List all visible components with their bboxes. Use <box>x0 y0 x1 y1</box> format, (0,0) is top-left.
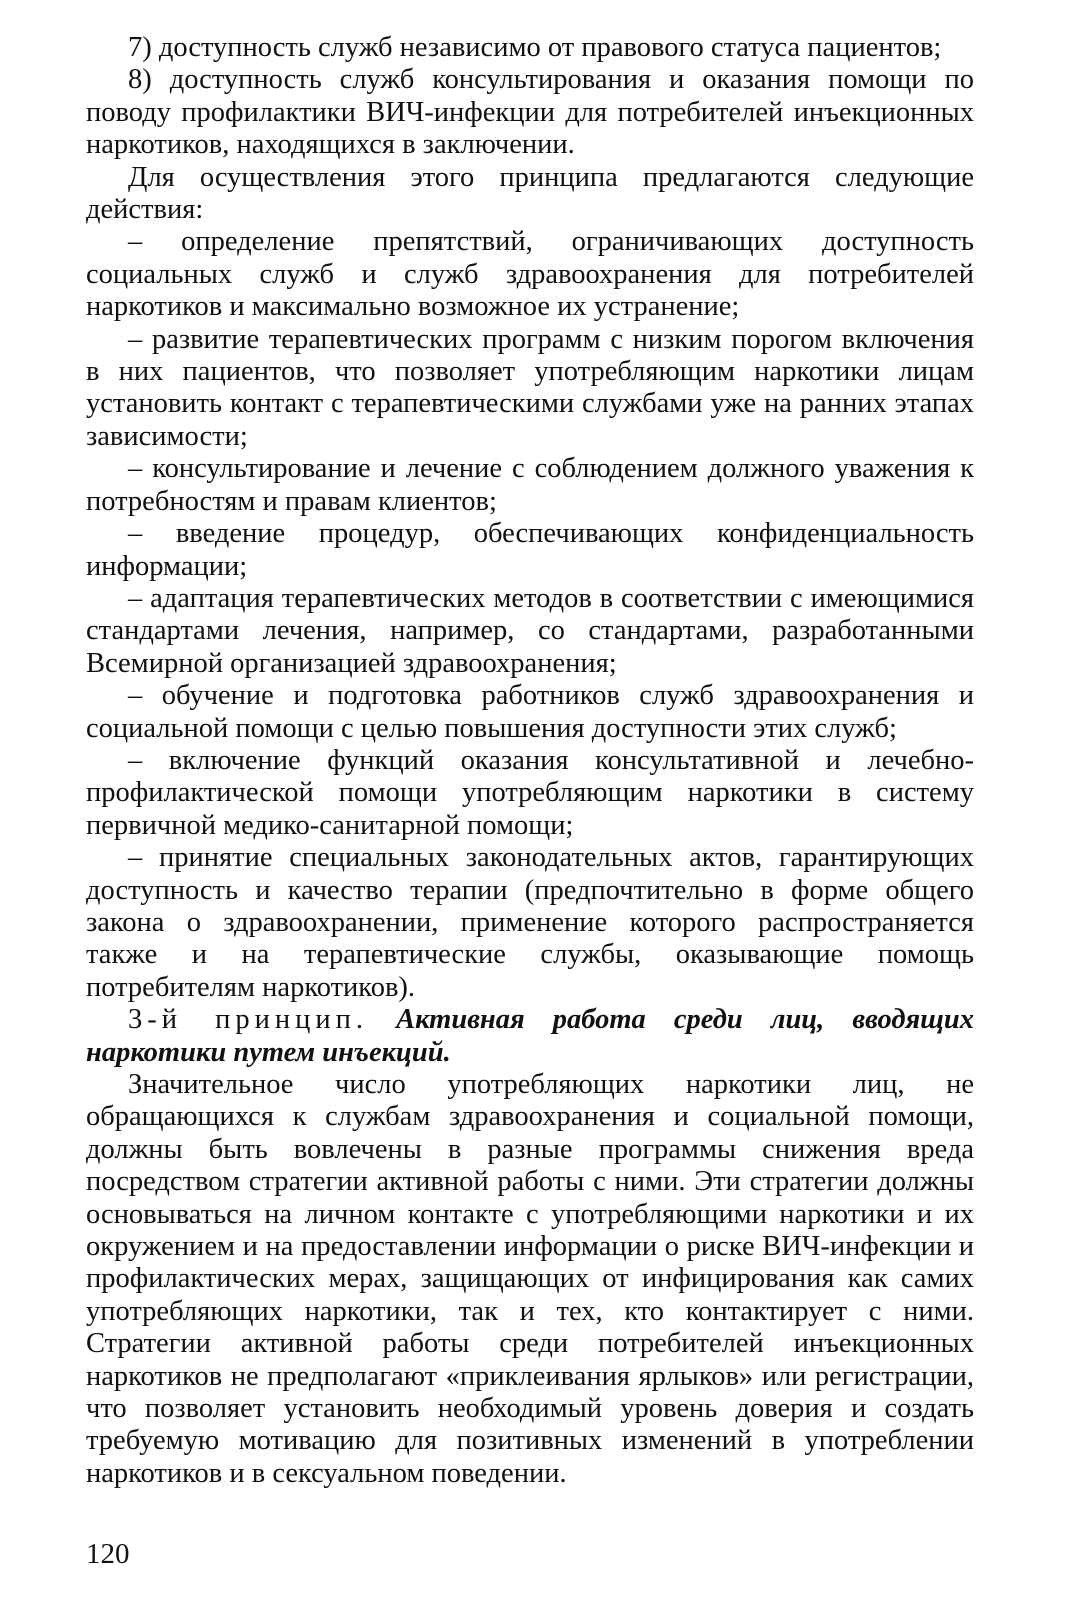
actions-intro: Для осуществления этого принципа предлагаются следующие действия: <box>86 161 974 226</box>
action-item: – консультирование и лечение с соблюдением должного уважения к потребностям и правам клиентов; <box>86 453 974 517</box>
final-paragraph: Значительное число употребляющих наркотики лиц, не обращающихся к службам здравоохранения и социальной помощи, должны быть вовлечены в разные программы снижения вреда посредством стратегии активной работы с ними. Эти стратегии должны основываться на личном контакте с употребляющими наркотики и их окружением и на предоставлении информации о риске ВИЧ-инфекции и профилактических мерах, защищающих от инфицирования как самих употребляющих наркотики, так и тех, кто контактирует с ними. Стратегии активной работы среди потребителей инъекционных наркотиков не предполагают «приклеивания ярлыков» или регистрации, что позволяет установить необходимый уровень доверия и создать требуемую мотивацию для позитивных изменений в употреблении наркотиков и в сексуальном поведении. <box>86 1069 974 1489</box>
action-item: – включение функций оказания консультативной и лечебно-профилактической помощи употребляющим наркотики в систему первичной медико-санитарной помощи; <box>86 744 974 841</box>
action-item: – адаптация терапевтических методов в соответствии с имеющимися стандартами лечения, например, со стандартами, разработанными Всемирной организацией здравоохранения; <box>86 582 974 679</box>
page-number: 120 <box>86 1538 130 1570</box>
principle-heading <box>86 1004 974 1069</box>
principle-label: 3-й принцип. <box>128 1004 368 1036</box>
list-item-8: 8) доступность служб консультирования и оказания помощи по поводу профилактики ВИЧ-инфекции для потребителей инъекционных наркотиков, находящихся в заключении. <box>86 64 974 161</box>
action-item: – обучение и подготовка работников служб здравоохранения и социальной помощи с целью повышения доступности этих служб; <box>86 680 974 744</box>
action-item: – определение препятствий, ограничивающих доступность социальных служб и служб здравоохранения для потребителей наркотиков и максимально возможное их устранение; <box>86 226 974 323</box>
list-item-7: 7) доступность служб независимо от правового статуса пациентов; <box>128 32 942 63</box>
page-body <box>86 32 974 1532</box>
action-item: – развитие терапевтических программ с низким порогом включения в них пациентов, что позволяет употребляющим наркотики лицам установить контакт с терапевтическими службами уже на ранних этапах зависимости; <box>86 323 974 452</box>
principle-title: Активная работа среди лиц, вводящих наркотики путем инъекций. <box>86 1004 974 1068</box>
action-item: – введение процедур, обеспечивающих конфиденциальность информации; <box>86 518 974 582</box>
action-item: – принятие специальных законодательных актов, гарантирующих доступность и качество терапии (предпочтительно в форме общего закона о здравоохранении, применение которого распространяется также и на терапевтические службы, оказывающие помощь потребителям наркотиков). <box>86 842 974 1003</box>
